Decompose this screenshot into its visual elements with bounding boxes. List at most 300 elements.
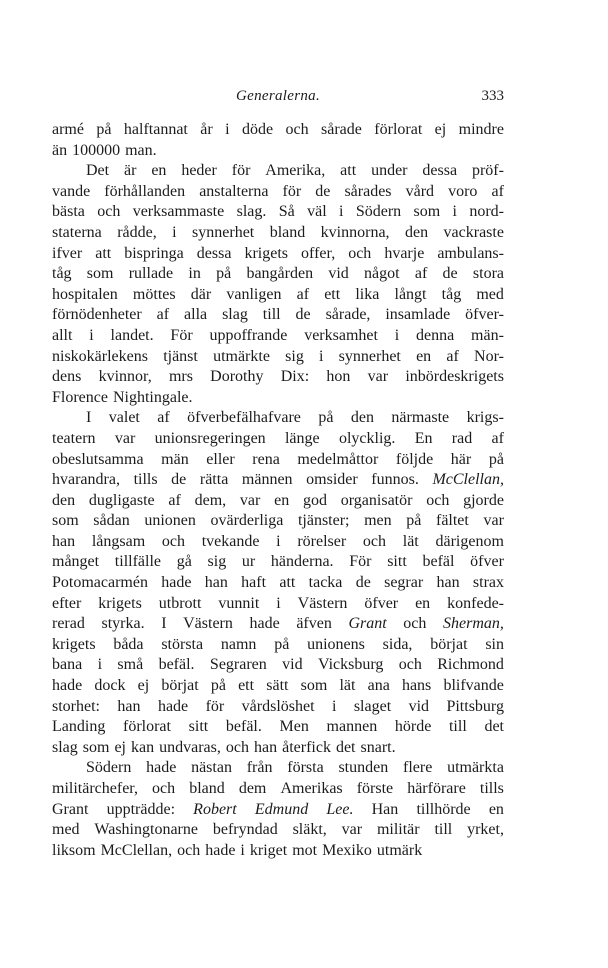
word: och xyxy=(177,841,201,859)
word: dem xyxy=(238,780,267,797)
word: att xyxy=(340,162,357,180)
word: än xyxy=(52,141,68,159)
word: af xyxy=(296,285,310,303)
word: till xyxy=(262,306,281,324)
word: var xyxy=(483,512,504,530)
word: och xyxy=(403,615,427,633)
word: nästan xyxy=(191,759,232,777)
word: voro xyxy=(448,182,478,200)
word: dens xyxy=(52,368,82,386)
word: lika xyxy=(355,285,380,303)
word: båda xyxy=(113,635,144,653)
word: Så xyxy=(278,203,295,221)
text-line xyxy=(52,573,504,594)
text-line xyxy=(52,223,504,244)
word: den xyxy=(404,223,429,241)
word: de xyxy=(295,306,311,324)
word: var xyxy=(239,491,261,509)
word: inbördeskrigets xyxy=(405,368,504,386)
text-line xyxy=(52,244,504,265)
word: på xyxy=(274,635,290,653)
word: dock xyxy=(94,677,126,695)
word: befäl. xyxy=(158,656,195,674)
word: de xyxy=(315,182,331,200)
word: heder xyxy=(181,162,217,180)
word: I xyxy=(161,615,167,633)
word: väl xyxy=(307,203,327,221)
word: flere xyxy=(402,759,433,777)
word: var xyxy=(367,368,389,386)
text-line xyxy=(52,841,504,862)
word: sårades xyxy=(344,182,392,200)
word: de xyxy=(171,471,187,489)
word: slag. xyxy=(236,203,267,221)
word: hade xyxy=(146,759,177,777)
word: ambulans- xyxy=(437,244,504,262)
word: hade xyxy=(161,574,192,592)
word: därigenom xyxy=(435,532,504,550)
word: hvarandra, xyxy=(52,471,120,489)
word: en xyxy=(415,594,431,612)
word: ett xyxy=(324,285,341,303)
word: första xyxy=(287,759,324,777)
word: tills xyxy=(479,780,504,797)
word: för xyxy=(231,162,251,180)
word: äfven xyxy=(296,615,332,633)
word: halftannat xyxy=(123,121,188,138)
word: hade xyxy=(205,841,236,859)
word: män- xyxy=(471,326,504,344)
word: dem, xyxy=(194,491,227,509)
word: unionen xyxy=(144,512,196,530)
word: staterna xyxy=(52,223,102,241)
word: sårade xyxy=(321,121,362,138)
paragraph xyxy=(52,408,504,758)
word: yrket, xyxy=(467,821,504,839)
running-head xyxy=(52,88,504,112)
word: för xyxy=(205,697,225,715)
word: ur xyxy=(241,553,256,571)
word: militärchefer, xyxy=(52,780,138,797)
word: hvarje xyxy=(384,244,425,262)
word: mrs xyxy=(168,368,193,386)
word: händerna. xyxy=(270,553,334,571)
text-line xyxy=(52,594,504,615)
word: haft xyxy=(241,574,267,592)
word: han xyxy=(253,738,278,756)
word: sig xyxy=(207,553,227,571)
word: liksom xyxy=(52,841,96,859)
word: stora xyxy=(472,265,504,283)
word: män xyxy=(161,450,189,468)
word: rörelser xyxy=(297,532,347,550)
word: namn xyxy=(220,635,257,653)
word: Det xyxy=(86,162,110,180)
word: befäl xyxy=(422,553,455,571)
word: Nor- xyxy=(474,347,504,365)
word: krigs- xyxy=(466,409,504,427)
text-line xyxy=(52,635,504,656)
word: en xyxy=(151,162,167,180)
word: pröf- xyxy=(471,162,504,180)
word: i xyxy=(240,841,245,859)
word: att xyxy=(279,574,296,592)
word: på xyxy=(216,265,232,283)
italic-word: McClellan, xyxy=(432,471,504,489)
word: i xyxy=(452,203,457,221)
word: med xyxy=(52,821,80,839)
word: öfver xyxy=(364,594,399,612)
word: Amerika, xyxy=(265,162,326,180)
word: Amerikas xyxy=(280,780,343,797)
text-line xyxy=(52,614,504,635)
word: en xyxy=(416,347,432,365)
word: dessa xyxy=(196,244,232,262)
word: konfede- xyxy=(447,594,504,612)
word: återfick xyxy=(282,738,331,756)
word: verksammaste xyxy=(132,203,225,221)
word: befryndad xyxy=(212,821,278,839)
word: blifvande xyxy=(443,677,504,695)
word: snart. xyxy=(360,738,396,756)
word: förste xyxy=(356,780,394,797)
word: Dix: xyxy=(280,368,310,386)
word: i xyxy=(331,697,337,715)
word: en xyxy=(488,800,504,818)
word: utmärkta xyxy=(447,759,504,777)
word: tjänst xyxy=(163,347,198,365)
word: från xyxy=(246,759,273,777)
word: ovärderliga xyxy=(210,512,284,530)
word: god xyxy=(303,491,327,509)
word: vid xyxy=(282,656,303,674)
word: förhållanden xyxy=(104,182,186,200)
word: bästa xyxy=(52,203,85,221)
italic-word: Edmund xyxy=(254,800,309,818)
word: mannen xyxy=(326,718,378,736)
paragraph xyxy=(52,120,504,161)
text-line xyxy=(52,552,504,573)
italic-word: Grant xyxy=(348,615,387,633)
word: Västern xyxy=(297,594,348,612)
word: hans xyxy=(401,677,432,695)
word: i xyxy=(339,203,344,221)
word: krigets xyxy=(52,635,96,653)
word: Richmond xyxy=(437,656,504,674)
text-line xyxy=(52,182,504,203)
word: omsider xyxy=(306,471,358,489)
word: Nightingale. xyxy=(112,388,193,406)
word: rätta xyxy=(199,471,229,489)
word: i xyxy=(225,121,230,138)
word: obeslutsamma xyxy=(52,450,144,468)
text-line xyxy=(52,676,504,697)
word: niskokärlekens xyxy=(52,347,148,365)
word: hade xyxy=(249,615,280,633)
text-line xyxy=(52,779,504,800)
text-line xyxy=(52,141,504,162)
word: Södern xyxy=(86,759,132,777)
word: rådde, xyxy=(117,223,157,241)
paragraph xyxy=(52,161,504,408)
word: olycklig. xyxy=(338,429,396,447)
word: Vicksburg xyxy=(317,656,384,674)
word: i xyxy=(319,347,324,365)
word: af xyxy=(156,306,170,324)
word: i xyxy=(276,532,281,550)
text-line xyxy=(52,800,504,821)
word: öfverbefälhafvare xyxy=(187,409,301,427)
word: i xyxy=(172,223,177,241)
word: vid xyxy=(328,265,349,283)
word: som xyxy=(52,512,79,530)
word: möttes xyxy=(132,285,176,303)
word: något xyxy=(364,265,400,283)
word: styrka. xyxy=(101,615,145,633)
word: den xyxy=(350,409,374,427)
running-title: Generalerna. xyxy=(236,88,320,104)
word: Washingtonarne xyxy=(94,821,198,839)
italic-word: Sherman, xyxy=(443,615,504,633)
word: vackraste xyxy=(443,223,504,241)
word: storhet: xyxy=(52,697,100,715)
word: Segraren xyxy=(209,656,267,674)
word: McClellan, xyxy=(100,841,173,859)
word: utbrott xyxy=(158,594,202,612)
word: gå xyxy=(176,553,192,571)
word: medelmåttor xyxy=(297,450,379,468)
word: mot xyxy=(292,841,318,859)
word: var xyxy=(114,429,136,447)
word: största xyxy=(161,635,204,653)
word: Västern xyxy=(183,615,233,633)
word: på xyxy=(96,121,112,138)
word: som xyxy=(86,265,114,283)
word: som xyxy=(300,677,328,695)
word: efter xyxy=(52,594,82,612)
word: sådan xyxy=(93,512,130,530)
word: lät xyxy=(339,677,356,695)
word: i xyxy=(276,594,281,612)
word: sätt xyxy=(266,677,289,695)
italic-word: Lee. xyxy=(326,800,354,818)
word: af xyxy=(491,182,504,200)
word: och xyxy=(97,203,121,221)
word: af xyxy=(446,347,459,365)
word: af xyxy=(414,265,428,283)
word: börjat xyxy=(161,677,199,695)
word: tillhörde xyxy=(416,800,471,818)
word: och xyxy=(285,121,309,138)
word: långsam xyxy=(91,532,146,550)
word: man. xyxy=(125,141,157,159)
word: tåg xyxy=(52,265,72,283)
word: teatern xyxy=(52,429,96,447)
word: af xyxy=(168,491,181,509)
word: kriget xyxy=(249,841,288,859)
word: döde xyxy=(241,121,274,138)
italic-word: Robert xyxy=(193,800,237,818)
word: under xyxy=(371,162,408,180)
word: utmärkte xyxy=(213,347,270,365)
word: männen xyxy=(241,471,293,489)
word: unionsregeringen xyxy=(154,429,266,447)
word: Landing xyxy=(52,718,106,736)
text-line xyxy=(52,120,504,141)
word: Potomacarmén xyxy=(52,574,148,592)
word: kvinnorna, xyxy=(320,223,390,241)
word: hon xyxy=(326,368,351,386)
word: är xyxy=(124,162,137,180)
word: tåg xyxy=(441,285,462,303)
word: börjat xyxy=(430,635,468,653)
word: Pittsburg xyxy=(446,697,504,715)
word: ett xyxy=(238,677,255,695)
word: tvekande xyxy=(201,532,260,550)
word: gjorde xyxy=(463,491,504,509)
word: offer, xyxy=(301,244,336,262)
word: Florence xyxy=(52,388,108,406)
word: hörde xyxy=(394,718,432,736)
word: i xyxy=(89,326,94,344)
text-line xyxy=(52,820,504,841)
word: ana xyxy=(367,677,390,695)
text-line xyxy=(52,202,504,223)
word: och xyxy=(426,491,450,509)
word: och xyxy=(152,780,176,797)
word: För xyxy=(170,326,193,344)
text-line xyxy=(52,738,504,759)
word: Södern xyxy=(355,203,402,221)
word: till xyxy=(434,821,453,839)
word: sårade, xyxy=(325,306,371,324)
word: dugligaste xyxy=(88,491,155,509)
word: funnos. xyxy=(371,471,419,489)
word: vårdslöshet xyxy=(241,697,315,715)
word: insamlade xyxy=(385,306,451,324)
word: vid xyxy=(408,697,430,715)
word: synnerhet xyxy=(192,223,255,241)
word: Dorothy xyxy=(210,368,264,386)
word: var xyxy=(341,821,363,839)
word: rullade xyxy=(128,265,174,283)
word: bispringa xyxy=(124,244,184,262)
word: som xyxy=(82,738,110,756)
word: slag xyxy=(52,738,78,756)
word: valet xyxy=(108,409,140,427)
text-line xyxy=(52,697,504,718)
word: vunnit xyxy=(218,594,260,612)
word: vård xyxy=(405,182,435,200)
word: han xyxy=(52,532,76,550)
word: det xyxy=(484,718,504,736)
word: verksamhet xyxy=(304,326,378,344)
text-line xyxy=(52,532,504,553)
word: de xyxy=(442,265,458,283)
word: stunden xyxy=(338,759,389,777)
word: anstalterna xyxy=(199,182,269,200)
text-line xyxy=(52,264,504,285)
word: att xyxy=(95,244,112,262)
word: den xyxy=(52,491,76,509)
word: krigets xyxy=(98,594,142,612)
word: unionens xyxy=(307,635,365,653)
text-line xyxy=(52,511,504,532)
word: uppoffrande xyxy=(209,326,288,344)
word: och xyxy=(161,532,185,550)
word: bland xyxy=(189,780,225,797)
word: på xyxy=(210,677,226,695)
word: nord- xyxy=(469,203,504,221)
word: Mexiko xyxy=(322,841,372,859)
word: rad xyxy=(451,429,473,447)
text-line xyxy=(52,367,504,388)
word: hospitalen xyxy=(52,285,118,303)
word: ej xyxy=(114,738,126,756)
word: långt xyxy=(394,285,427,303)
paragraph xyxy=(52,758,504,861)
word: synnerhet xyxy=(338,347,401,365)
word: slaget xyxy=(353,697,392,715)
word: på xyxy=(488,450,504,468)
word: hade xyxy=(157,697,189,715)
word: armé xyxy=(52,121,84,138)
word: fältet xyxy=(435,512,469,530)
word: Men xyxy=(279,718,309,736)
word: förnödenheter xyxy=(52,306,142,324)
word: Grant xyxy=(52,800,89,818)
word: landet. xyxy=(110,326,154,344)
word: in xyxy=(188,265,201,283)
word: härförare xyxy=(407,780,466,797)
word: segrar xyxy=(384,574,424,592)
word: närmaste xyxy=(391,409,450,427)
word: sin xyxy=(485,635,504,653)
word: sig xyxy=(285,347,304,365)
word: alla xyxy=(184,306,208,324)
word: här xyxy=(450,450,472,468)
word: För xyxy=(349,553,372,571)
word: tillfälle xyxy=(114,553,161,571)
word: slag xyxy=(222,306,248,324)
word: tacka xyxy=(308,574,343,592)
text-line xyxy=(52,347,504,368)
text-line xyxy=(52,388,504,409)
word: små xyxy=(117,656,144,674)
word: de xyxy=(355,574,371,592)
word: till xyxy=(448,718,467,736)
word: befäl. xyxy=(225,718,262,736)
word: och xyxy=(348,244,372,262)
word: af xyxy=(157,409,170,427)
word: i xyxy=(394,326,400,344)
word: och xyxy=(362,532,387,550)
word: denna xyxy=(416,326,455,344)
word: länge xyxy=(284,429,320,447)
word: men xyxy=(364,512,392,530)
text-line xyxy=(52,717,504,738)
text-line xyxy=(52,429,504,450)
text-line xyxy=(52,326,504,347)
word: En xyxy=(414,429,433,447)
word: 100000 xyxy=(72,141,121,159)
text-line xyxy=(52,450,504,471)
word: ifver xyxy=(52,244,83,262)
word: sitt xyxy=(387,553,407,571)
text-line xyxy=(52,655,504,676)
word: och xyxy=(398,656,422,674)
word: tjänster; xyxy=(297,512,350,530)
